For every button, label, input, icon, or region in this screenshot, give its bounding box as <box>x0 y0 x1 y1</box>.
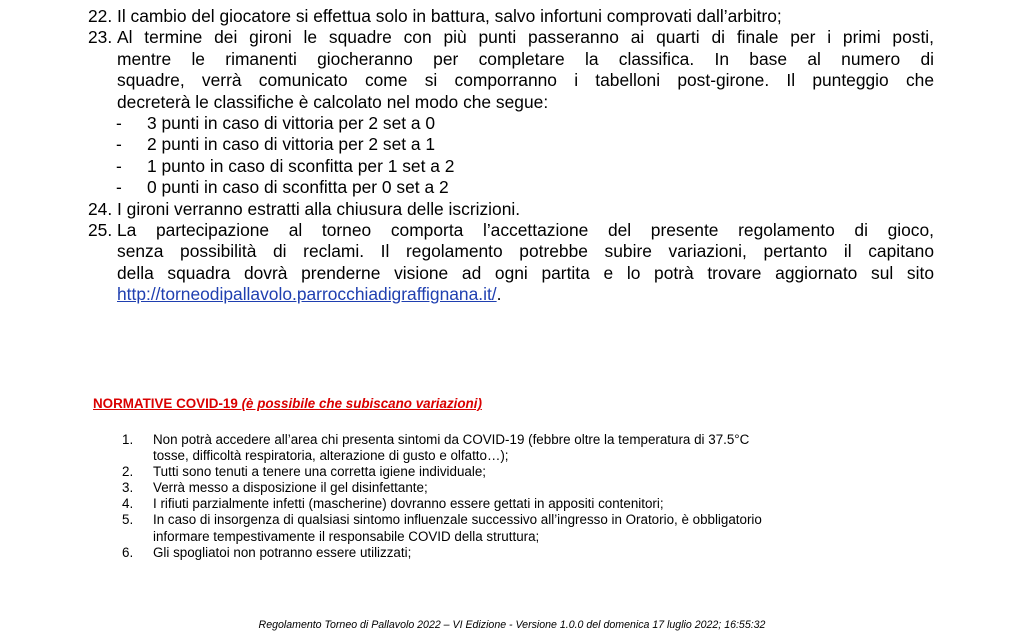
covid-title-main: NORMATIVE COVID-19 <box>93 396 242 411</box>
covid-item <box>122 496 922 512</box>
rule-number: 22. <box>88 6 113 26</box>
rule-22 <box>88 6 934 27</box>
rule-25 <box>88 220 934 306</box>
dash-bullet: - <box>116 134 122 155</box>
rule-line: I gironi verranno estratti alla chiusura delle iscrizioni. <box>117 198 521 219</box>
covid-item <box>122 480 922 496</box>
rule-line: decreterà le classifiche è calcolato nel modo che segue: <box>117 91 549 112</box>
dash-bullet: - <box>116 155 122 176</box>
rule-number: 23. <box>88 27 113 48</box>
points-item-text: 0 punti in caso di sconfitta per 0 set a 2 <box>147 177 449 198</box>
rule-text <box>117 220 934 306</box>
covid-rules-list <box>122 432 922 561</box>
covid-item-line: In caso di insorgenza di qualsiasi sintomo influenzale successivo all’ingresso in Oratorio, è obbligatorio <box>153 512 762 528</box>
rule-line: senza possibilità di reclami. Il regolamento potrebbe subire variazioni, pertanto il capitano <box>117 241 934 262</box>
rule-text <box>117 6 934 27</box>
covid-item-number: 5. <box>122 512 134 528</box>
rule-number: 25. <box>88 220 113 241</box>
website-link[interactable]: http://torneodipallavolo.parrocchiadigraffignana.it/ <box>117 284 497 305</box>
covid-item <box>122 432 922 464</box>
covid-item-number: 3. <box>122 480 134 496</box>
covid-item-line: tosse, difficoltà respiratoria, alterazione di gusto e olfatto…); <box>153 448 509 464</box>
rule-text <box>117 27 934 113</box>
rule-text <box>117 199 934 220</box>
points-item <box>88 177 934 198</box>
covid-item-number: 4. <box>122 496 134 512</box>
rule-line: squadre, verrà comunicato come si comporranno i tabelloni post-girone. Il punteggio che <box>117 70 934 91</box>
covid-item-number: 1. <box>122 432 134 447</box>
points-item-text: 2 punti in caso di vittoria per 2 set a 1 <box>147 134 436 155</box>
points-item <box>88 134 934 155</box>
dash-bullet: - <box>116 177 122 198</box>
covid-item-line: Gli spogliatoi non potranno essere utilizzati; <box>153 544 412 560</box>
covid-item-line: I rifiuti parzialmente infetti (mascherine) dovranno essere gettati in appositi contenitori; <box>153 496 664 512</box>
rules-list <box>88 6 934 306</box>
rule-line: La partecipazione al torneo comporta l’accettazione del presente regolamento di gioco, <box>117 220 934 241</box>
rule-23 <box>88 27 934 113</box>
rule-24 <box>88 199 934 220</box>
covid-item <box>122 464 922 480</box>
covid-item-number: 2. <box>122 464 134 480</box>
points-item-text: 1 punto in caso di sconfitta per 1 set a 2 <box>147 155 455 176</box>
covid-item <box>122 545 922 561</box>
covid-item-line: Tutti sono tenuti a tenere una corretta igiene individuale; <box>153 464 486 480</box>
rule-number: 24. <box>88 198 113 219</box>
covid-item-line: Non potrà accedere all’area chi presenta sintomi da COVID-19 (febbre oltre la temperatura di 37.5°C <box>153 432 750 447</box>
covid-item-number: 6. <box>122 544 134 560</box>
rule-line-link <box>117 284 934 305</box>
link-suffix: . <box>496 284 502 305</box>
covid-item-line: Verrà messo a disposizione il gel disinfettante; <box>153 480 428 496</box>
points-item <box>88 113 934 134</box>
rule-line: mentre le rimanenti giocheranno per completare la classifica. In base al numero di <box>117 48 934 69</box>
covid-item <box>122 512 922 544</box>
rule-line: della squadra dovrà prenderne visione ad ogni partita e lo potrà trovare aggiornato sul sito <box>117 262 934 283</box>
points-item-text: 3 punti in caso di vittoria per 2 set a 0 <box>147 113 436 134</box>
covid-section-title <box>93 396 482 411</box>
covid-item-line: informare tempestivamente il responsabile COVID della struttura; <box>153 528 540 544</box>
rule-line: Al termine dei gironi le squadre con più punti passeranno ai quarti di finale per i primi posti, <box>117 27 934 48</box>
page-footer: Regolamento Torneo di Pallavolo 2022 – VI Edizione - Versione 1.0.0 del domenica 17 luglio 2022; 16:55:32 <box>258 619 766 631</box>
rule-line: Il cambio del giocatore si effettua solo in battura, salvo infortuni comprovati dall’arbitro; <box>117 6 782 26</box>
covid-title-note: (è possibile che subiscano variazioni) <box>241 396 482 411</box>
points-item <box>88 156 934 177</box>
dash-bullet: - <box>116 113 122 134</box>
